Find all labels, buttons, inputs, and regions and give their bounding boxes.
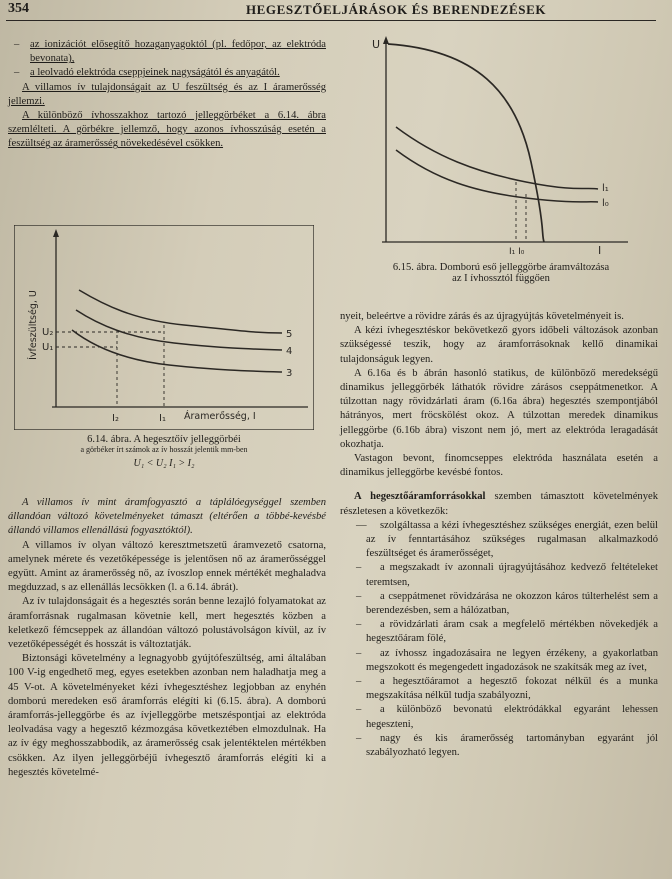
paragraph: A kézi ívhegesztéskor bekövetkező gyors időbeli változások azonban szükségessé teszik, hogy az áramforrásoknak kellő dinamikai tulajdonságuk legyen. (340, 325, 658, 365)
curve-label-5: 5 (286, 329, 293, 340)
source-characteristic (388, 44, 544, 242)
x-axis-label: Áramerősség, I (184, 411, 256, 422)
x-axis-label: I (598, 244, 602, 257)
list-item: – a leolvadó elektróda cseppjeinek nagyságától és anyagától. (14, 67, 280, 79)
curve-4 (76, 310, 282, 350)
curve-label-4: 4 (286, 346, 293, 357)
y-tick-label: U₁ (42, 342, 54, 353)
y-tick-label: U₂ (42, 327, 54, 338)
paragraph: A villamos ív tulajdonságait az U feszültség és az I áramerősség jellemzi. (8, 81, 326, 107)
figure-6-15-caption: 6.15. ábra. Domború eső jelleggörbe áramváltozása az I ívhossztól függően (392, 262, 610, 284)
paragraph: A 6.16a és b ábrán hasonló statikus, de különböző meredekségű dinamikus jelleggörbék láthatók rövidre zárásos cseppátmenetkor. A túlzottan nagy rövidzárlati áram (6.16a ábra) hegesztés szempontjából hátrányos, mert fröcskölést okoz. A túlzottan meredek dinamikus jelleggörbe (6.16b ábra) viszont nem jó, mert az elektróda leragadását okozhatja. (340, 367, 658, 450)
figure-6-14-caption: 6.14. ábra. A hegesztőív jelleggörbéi a görbéker írt számok az ív hosszát jelentik mm-ben U₁ < U₂ I₁ > I₂ (80, 434, 248, 469)
list-item: – a rövidzárlati áram csak a megfelelő mértékben növekedjék a hegesztőáram fölé, (356, 619, 658, 645)
paragraph: A villamos ív mint áramfogyasztó a táplálóegységgel szemben állandóan változó követelményeket támaszt (eltérően a többé-kevésbé állandó villamos ellenállású fogyasztóktól). (8, 497, 326, 537)
list-item: – a megszakadt ív azonnali újragyújtásához kedvező feltételeket teremtsen, (356, 562, 658, 588)
curve-label-l0: l₀ (602, 198, 609, 209)
paragraph: nyeit, beleértve a rövidre zárás és az újragyújtás követelményeit is. (340, 311, 624, 322)
curve-label-l1: l₁ (602, 183, 609, 194)
right-column (340, 310, 658, 760)
page-header (6, 0, 656, 21)
figure-6-14-chart (14, 225, 314, 430)
list-item: – a cseppátmenet rövidzárása ne okozzon káros túlterhelést sem a berendezésben, sem a hálózatban, (356, 590, 658, 617)
paragraph: A hegesztőáramforrásokkal szemben támasztott követelmények részletesen a következők: (340, 491, 658, 517)
x-tick-labels: I₁ I₀ (509, 247, 525, 257)
paragraph: A különböző ívhosszakhoz tartozó jelleggörbéket a 6.14. ábra szemlélteti. A görbékre jellemző, hogy azonos ívhosszúság esetén a feszültség az áramerősség növekedésével csökken. (8, 110, 326, 150)
curve-label-3: 3 (286, 368, 293, 379)
paragraph: Vastagon bevont, finomcseppes elektróda használata esetén a dinamikus jelleggörbe kevésbé fontos. (340, 453, 658, 479)
x-tick-label: I₁ (159, 413, 166, 424)
list-item: – a különböző bevonatú elektródákkal egyaránt lehessen hegeszteni, (356, 704, 658, 730)
list-item: – az ívhossz ingadozásaira ne legyen érzékeny, a gyakorlatban megszokott és megengedett ingadozások ne szakítsák meg az ívet, (356, 647, 658, 673)
paragraph: Biztonsági követelmény a legnagyobb gyújtófeszültség, ami általában 100 V-ig engedhető meg, egyes esetekben azonban nem haladhatja meg a 45 V-ot. A követelményeket kézi ívhegesztéshez legjobban az enyhén domború meredeken eső áramforrás elégíti ki (6.15. ábra). A domború áramforrás-jelleggörbe és az ívjelleggörbe metszéspontjai az elektróda leolvadása vagy a hegesztő kézmozgása következtében elmozdulnak. Ha az ív égy meghosszabbodik, az áramerősség csak jelentéktelen mértékben csökken. Az ilyen jelleggörbéjű ívhegesztő áramforrás elégíti ki a hegesztés követelmé- (8, 653, 326, 778)
arc-curve-l1 (396, 127, 598, 189)
paragraph: Az ív tulajdonságait és a hegesztés során benne lezajló folyamatokat az áramforrásnak rugalmasan követnie kell, mert hegesztés közben a keletkező fémcseppek az állandóan változó polustávolságon kívül, az ív vezetőképességét és hosszát is változtatják. (8, 596, 326, 651)
curve-3 (72, 330, 282, 372)
running-head: HEGESZTŐELJÁRÁSOK ÉS BERENDEZÉSEK (245, 2, 547, 17)
left-column-bottom (8, 496, 326, 780)
y-axis-label: Ívfeszültség, U (28, 290, 39, 360)
x-tick-label: I₂ (112, 413, 119, 424)
paragraph: A villamos ív olyan változó keresztmetszetű áramvezető csatorna, amelynek mérete és vezetőképessége is jelentősen nő az áramerősséggel együtt. Amint az áramerősség nő, az ívoszlop ennek mértékét meghaladva megduzzad, s az ellenállás lecsökken (l. a 6.14. ábrát). (8, 539, 326, 594)
left-column-top (8, 38, 326, 152)
list-item: – az ionizációt elősegítő hozaganyagoktól (pl. fedőpor, az elektróda bevonata), (14, 39, 326, 65)
y-axis-label: U (372, 38, 381, 51)
list-item: – nagy és kis áramerősség tartományban egyaránt jól szabályozható legyen. (356, 732, 658, 759)
page-number: 354 (8, 1, 29, 16)
figure-6-15-chart (366, 32, 636, 257)
list-item: – a hegesztőáramot a hegesztő fokozat nélkül és a munka megszakítása nélkül tudja szabályozni, (356, 676, 658, 702)
list-item: — szolgáltassa a kézi ívhegesztéshez szükséges energiát, ezen belül az ív fenntartásához szükséges rugalmasan alkalmazkodó feszültséget és áramerősséget, (356, 519, 658, 560)
